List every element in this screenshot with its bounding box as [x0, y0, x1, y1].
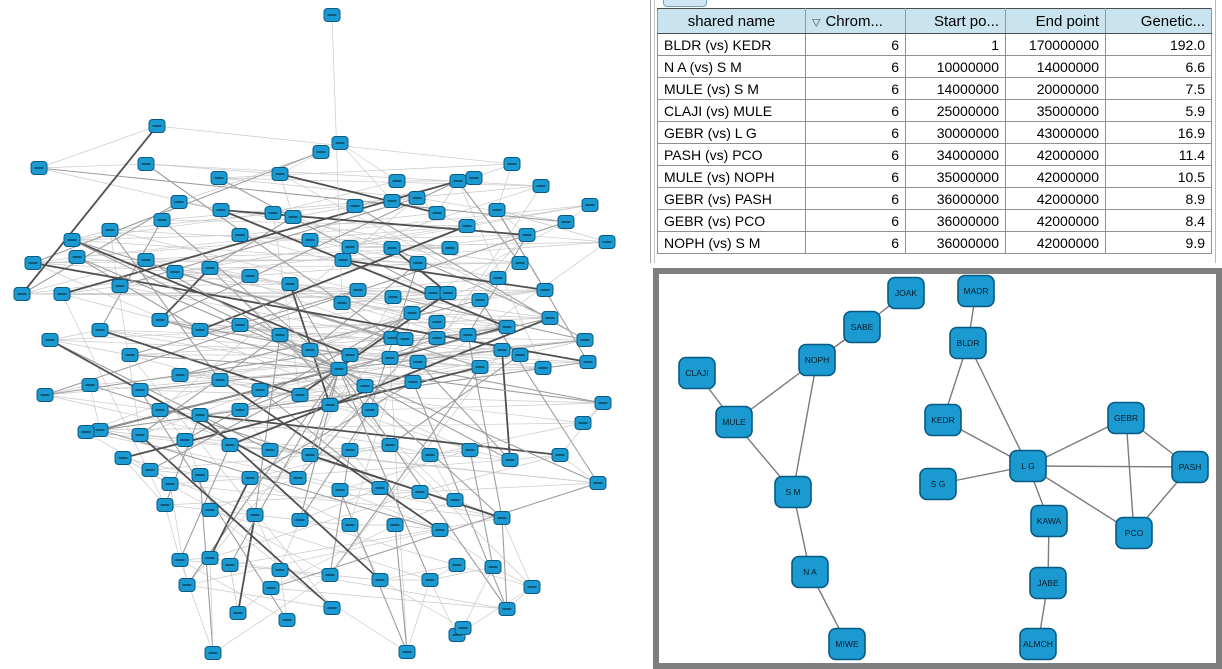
network-node[interactable] — [222, 439, 238, 452]
table-cell: 6 — [806, 144, 906, 166]
node-label: S G — [930, 479, 946, 489]
network-node[interactable] — [372, 574, 388, 587]
network-node[interactable] — [112, 280, 128, 293]
table-row[interactable] — [658, 210, 1212, 232]
network-node[interactable] — [213, 204, 229, 217]
panel-divider-line — [654, 0, 655, 263]
network-edge — [463, 567, 493, 628]
network-node[interactable] — [494, 512, 510, 525]
table-cell: 36000000 — [906, 232, 1006, 254]
network-edge — [62, 286, 120, 294]
network-node[interactable] — [115, 452, 131, 465]
network-node[interactable] — [242, 270, 258, 283]
network-node[interactable] — [580, 356, 596, 369]
network-node[interactable] — [485, 561, 501, 574]
network-edge — [140, 369, 339, 390]
network-node[interactable] — [179, 579, 195, 592]
network-node[interactable] — [272, 329, 288, 342]
network-node[interactable] — [432, 524, 448, 537]
network-edge — [502, 518, 507, 609]
table-row[interactable] — [658, 122, 1212, 144]
column-header-label: End point — [1035, 12, 1099, 30]
network-node[interactable] — [192, 324, 208, 337]
network-node[interactable] — [272, 168, 288, 181]
network-edge-BLDR-LG — [968, 343, 1028, 466]
network-node-ALMCH[interactable] — [1020, 629, 1056, 660]
column-header-start-po[interactable] — [906, 9, 1006, 34]
table-cell: 6 — [806, 232, 906, 254]
node-label: PCO — [1124, 528, 1144, 538]
network-node[interactable] — [440, 287, 456, 300]
table-cell: 6 — [806, 166, 906, 188]
network-node[interactable] — [157, 499, 173, 512]
network-node-MULE[interactable] — [716, 407, 752, 438]
network-node[interactable] — [472, 361, 488, 374]
table-cell: 170000000 — [1006, 34, 1106, 56]
network-node[interactable] — [385, 291, 401, 304]
network-node[interactable] — [332, 137, 348, 150]
network-node-JOAK[interactable] — [888, 278, 924, 309]
network-node[interactable] — [535, 362, 551, 375]
network-node[interactable] — [232, 229, 248, 242]
network-node[interactable] — [342, 349, 358, 362]
network-node[interactable] — [302, 449, 318, 462]
table-cell: 42000000 — [1006, 210, 1106, 232]
network-edge — [187, 530, 440, 585]
node-label: N A — [803, 567, 817, 577]
filter-funnel-icon: ▽ — [812, 17, 821, 28]
network-node-SG[interactable] — [920, 469, 956, 500]
network-node-BLDR[interactable] — [950, 328, 986, 359]
network-node[interactable] — [263, 582, 279, 595]
network-node[interactable] — [524, 581, 540, 594]
network-node[interactable] — [282, 278, 298, 291]
network-node[interactable] — [595, 397, 611, 410]
node-label: KAWA — [1036, 516, 1062, 526]
network-edge — [72, 235, 240, 240]
table-cell: 7.5 — [1106, 78, 1212, 100]
network-node[interactable] — [171, 196, 187, 209]
network-node-JABE[interactable] — [1030, 568, 1066, 599]
table-cell: 6 — [806, 188, 906, 210]
node-label: PASH — [1178, 462, 1202, 472]
network-node[interactable] — [350, 284, 366, 297]
network-node[interactable] — [412, 486, 428, 499]
network-node[interactable] — [279, 614, 295, 627]
network-node[interactable] — [172, 369, 188, 382]
table-cell: 20000000 — [1006, 78, 1106, 100]
network-node[interactable] — [429, 207, 445, 220]
network-node[interactable] — [242, 472, 258, 485]
node-label: MADR — [963, 286, 989, 296]
table-cell: 10.5 — [1106, 166, 1212, 188]
network-node[interactable] — [64, 234, 80, 247]
network-node[interactable] — [512, 349, 528, 362]
node-label: MULE — [722, 417, 746, 427]
table-cell: 35000000 — [906, 166, 1006, 188]
table-cell: 35000000 — [1006, 100, 1106, 122]
network-node[interactable] — [152, 314, 168, 327]
network-node[interactable] — [422, 449, 438, 462]
network-node[interactable] — [285, 211, 301, 224]
table-cell: 6 — [806, 210, 906, 232]
subnetwork-canvas[interactable] — [659, 274, 1216, 663]
node-layer — [679, 276, 1208, 660]
network-node[interactable] — [577, 334, 593, 347]
network-node-KAWA[interactable] — [1031, 506, 1067, 537]
network-edge — [339, 369, 430, 580]
network-edge — [350, 525, 380, 580]
node-label: ALMCH — [1023, 639, 1053, 649]
network-node[interactable] — [599, 236, 615, 249]
node-label: MIWE — [835, 639, 859, 649]
table-scrollbar-track[interactable] — [1215, 0, 1216, 263]
network-node[interactable] — [31, 162, 47, 175]
network-node[interactable] — [322, 399, 338, 412]
table-cell: 9.9 — [1106, 232, 1212, 254]
network-node[interactable] — [230, 607, 246, 620]
network-node-KEDR[interactable] — [925, 405, 961, 436]
network-node[interactable] — [252, 384, 268, 397]
network-edge — [238, 515, 255, 613]
network-node[interactable] — [332, 484, 348, 497]
network-node[interactable] — [533, 180, 549, 193]
network-node[interactable] — [362, 404, 378, 417]
network-node[interactable] — [504, 158, 520, 171]
network-node[interactable] — [222, 559, 238, 572]
network-node[interactable] — [499, 603, 515, 616]
table-cell: 14000000 — [1006, 56, 1106, 78]
network-node[interactable] — [442, 242, 458, 255]
node-label: BLDR — [956, 338, 980, 348]
table-cell: 8.4 — [1106, 210, 1212, 232]
table-cell: GEBR (vs) PCO — [658, 210, 806, 232]
table-row[interactable] — [658, 78, 1212, 100]
network-edge — [430, 580, 457, 635]
network-node[interactable] — [42, 334, 58, 347]
network-node[interactable] — [429, 332, 445, 345]
network-node[interactable] — [82, 379, 98, 392]
network-node[interactable] — [460, 329, 476, 342]
network-node[interactable] — [494, 344, 510, 357]
network-node[interactable] — [519, 229, 535, 242]
table-cell: 6 — [806, 56, 906, 78]
table-row[interactable] — [658, 34, 1212, 56]
network-node[interactable] — [450, 175, 466, 188]
table-cell: 192.0 — [1106, 34, 1212, 56]
network-node[interactable] — [202, 504, 218, 517]
node-label: JABE — [1037, 578, 1059, 588]
network-node[interactable] — [512, 257, 528, 270]
table-cell: 42000000 — [1006, 166, 1106, 188]
network-edge — [440, 530, 493, 567]
table-cell: NOPH (vs) S M — [658, 232, 806, 254]
network-node[interactable] — [335, 254, 351, 267]
node-label: SABE — [850, 322, 874, 332]
network-node[interactable] — [177, 434, 193, 447]
network-node-SABE[interactable] — [844, 312, 880, 343]
network-node[interactable] — [399, 646, 415, 659]
network-node[interactable] — [404, 307, 420, 320]
network-node[interactable] — [172, 554, 188, 567]
table-cell: N A (vs) S M — [658, 56, 806, 78]
network-node[interactable] — [542, 312, 558, 325]
table-cell: 1 — [906, 34, 1006, 56]
network-node[interactable] — [202, 552, 218, 565]
network-node[interactable] — [202, 262, 218, 275]
table-cell: 30000000 — [906, 122, 1006, 144]
network-node-MIWE[interactable] — [829, 629, 865, 660]
column-header-label: Chrom... — [825, 12, 883, 30]
panel-divider-line — [650, 0, 651, 263]
network-node[interactable] — [122, 349, 138, 362]
table-header-row — [658, 9, 1212, 34]
subnetwork-panel — [653, 268, 1222, 669]
table-cell: 5.9 — [1106, 100, 1212, 122]
table-cell: 36000000 — [906, 210, 1006, 232]
node-label: S M — [785, 487, 801, 497]
network-node[interactable] — [302, 344, 318, 357]
table-cell: 10000000 — [906, 56, 1006, 78]
table-row[interactable] — [658, 100, 1212, 122]
column-header-shared-name[interactable] — [658, 9, 806, 34]
network-node[interactable] — [322, 569, 338, 582]
network-node[interactable] — [357, 380, 373, 393]
network-node[interactable] — [449, 559, 465, 572]
network-node[interactable] — [405, 376, 421, 389]
network-node[interactable] — [313, 146, 329, 159]
network-node[interactable] — [387, 519, 403, 532]
table-cell: 8.9 — [1106, 188, 1212, 210]
network-node[interactable] — [132, 429, 148, 442]
network-edge — [502, 518, 532, 587]
table-cell: 6.6 — [1106, 56, 1212, 78]
network-edge — [39, 168, 566, 222]
network-node-NOPH[interactable] — [799, 345, 835, 376]
column-header-label: Start po... — [933, 12, 999, 30]
network-node[interactable] — [262, 444, 278, 457]
network-edge — [280, 570, 287, 620]
network-node[interactable] — [490, 272, 506, 285]
network-node-NA[interactable] — [792, 557, 828, 588]
node-label: KEDR — [931, 415, 955, 425]
network-node[interactable] — [232, 319, 248, 332]
network-node[interactable] — [422, 574, 438, 587]
network-node[interactable] — [54, 288, 70, 301]
network-node[interactable] — [232, 404, 248, 417]
network-node-MADR[interactable] — [958, 276, 994, 307]
network-node[interactable] — [342, 241, 358, 254]
network-node[interactable] — [142, 464, 158, 477]
edge-attribute-table — [657, 8, 1212, 254]
network-node[interactable] — [372, 482, 388, 495]
network-node[interactable] — [292, 514, 308, 527]
network-node-CLAJI[interactable] — [679, 358, 715, 389]
network-edge — [39, 164, 146, 168]
network-edge — [39, 168, 221, 210]
network-node[interactable] — [472, 294, 488, 307]
table-cell: 36000000 — [906, 188, 1006, 210]
network-edge — [72, 240, 339, 369]
network-node[interactable] — [324, 9, 340, 22]
column-header-label: shared name — [687, 12, 776, 30]
table-cell: 6 — [806, 122, 906, 144]
network-node[interactable] — [167, 266, 183, 279]
table-cell: 6 — [806, 78, 906, 100]
column-header-end-point[interactable] — [1006, 9, 1106, 34]
network-edge — [520, 340, 585, 355]
node-label: GEBR — [1113, 413, 1139, 423]
network-edge — [380, 565, 457, 580]
network-edge-GEBR-PCO — [1126, 418, 1134, 533]
table-row[interactable] — [658, 56, 1212, 78]
table-cell: 34000000 — [906, 144, 1006, 166]
network-node[interactable] — [502, 454, 518, 467]
network-node[interactable] — [265, 207, 281, 220]
network-node[interactable] — [149, 120, 165, 133]
network-node[interactable] — [537, 284, 553, 297]
network-node-SM[interactable] — [775, 477, 811, 508]
node-label: CLAJI — [685, 368, 709, 378]
network-node[interactable] — [342, 444, 358, 457]
network-node-GEBR[interactable] — [1108, 403, 1144, 434]
column-header-label: Genetic... — [1140, 12, 1205, 30]
network-node[interactable] — [247, 509, 263, 522]
network-node[interactable] — [489, 204, 505, 217]
network-edge — [480, 300, 598, 483]
network-node[interactable] — [138, 254, 154, 267]
table-row[interactable] — [658, 166, 1212, 188]
table-cell: 42000000 — [1006, 188, 1106, 210]
network-node[interactable] — [14, 288, 30, 301]
network-node[interactable] — [466, 172, 482, 185]
network-node[interactable] — [382, 439, 398, 452]
node-label: NOPH — [804, 355, 830, 365]
network-node[interactable] — [152, 404, 168, 417]
node-table-panel — [648, 0, 1222, 266]
network-edge-NOPH-SM — [793, 360, 817, 492]
network-edge — [165, 505, 180, 560]
network-node[interactable] — [25, 257, 41, 270]
network-node[interactable] — [455, 622, 471, 635]
network-node[interactable] — [575, 417, 591, 430]
network-node[interactable] — [384, 195, 400, 208]
network-node-PCO[interactable] — [1116, 518, 1152, 549]
column-header-chrom[interactable] — [806, 9, 906, 34]
network-node[interactable] — [410, 257, 426, 270]
table-cell: CLAJI (vs) MULE — [658, 100, 806, 122]
scrollbar-thumb[interactable] — [663, 0, 707, 7]
network-node[interactable] — [462, 444, 478, 457]
table-cell: 6 — [806, 34, 906, 56]
network-node[interactable] — [78, 426, 94, 439]
edge-layer — [22, 15, 607, 653]
network-node[interactable] — [582, 199, 598, 212]
network-node[interactable] — [410, 356, 426, 369]
network-node[interactable] — [397, 333, 413, 346]
network-node[interactable] — [558, 216, 574, 229]
network-node[interactable] — [212, 374, 228, 387]
node-label: L G — [1021, 461, 1035, 471]
network-node[interactable] — [162, 478, 178, 491]
network-node[interactable] — [334, 297, 350, 310]
network-edge-LG-PASH — [1028, 466, 1190, 467]
network-node[interactable] — [132, 384, 148, 397]
table-cell: GEBR (vs) L G — [658, 122, 806, 144]
table-row[interactable] — [658, 232, 1212, 254]
network-node[interactable] — [429, 316, 445, 329]
network-node[interactable] — [211, 172, 227, 185]
table-cell: 42000000 — [1006, 144, 1106, 166]
network-node[interactable] — [290, 472, 306, 485]
network-node[interactable] — [425, 287, 441, 300]
table-cell: BLDR (vs) KEDR — [658, 34, 806, 56]
network-edge — [219, 178, 541, 186]
network-node[interactable] — [192, 409, 208, 422]
network-node[interactable] — [331, 363, 347, 376]
network-node[interactable] — [272, 564, 288, 577]
network-node[interactable] — [292, 389, 308, 402]
table-cell: 42000000 — [1006, 232, 1106, 254]
table-cell: 14000000 — [906, 78, 1006, 100]
network-edge — [22, 126, 157, 294]
network-node[interactable] — [447, 494, 463, 507]
table-cell: 6 — [806, 100, 906, 122]
edge-layer — [697, 291, 1190, 644]
network-node[interactable] — [37, 389, 53, 402]
network-node[interactable] — [499, 321, 515, 334]
network-node[interactable] — [102, 224, 118, 237]
network-node[interactable] — [347, 200, 363, 213]
column-header-genetic[interactable] — [1106, 9, 1212, 34]
network-node[interactable] — [382, 352, 398, 365]
network-node[interactable] — [302, 234, 318, 247]
network-node[interactable] — [192, 469, 208, 482]
network-node[interactable] — [324, 602, 340, 615]
table-cell: 11.4 — [1106, 144, 1212, 166]
network-node[interactable] — [552, 449, 568, 462]
table-cell: 25000000 — [906, 100, 1006, 122]
network-node[interactable] — [342, 519, 358, 532]
network-node[interactable] — [92, 324, 108, 337]
network-node[interactable] — [384, 242, 400, 255]
network-node[interactable] — [138, 158, 154, 171]
network-edge — [407, 580, 430, 652]
table-row[interactable] — [658, 144, 1212, 166]
network-node[interactable] — [459, 220, 475, 233]
node-label: JOAK — [894, 288, 918, 298]
network-node-PASH[interactable] — [1172, 452, 1208, 483]
network-node[interactable] — [205, 647, 221, 660]
network-node[interactable] — [154, 214, 170, 227]
network-node[interactable] — [389, 175, 405, 188]
network-node[interactable] — [409, 192, 425, 205]
table-cell: PASH (vs) PCO — [658, 144, 806, 166]
table-row[interactable] — [658, 188, 1212, 210]
network-node[interactable] — [590, 477, 606, 490]
table-cell: MULE (vs) S M — [658, 78, 806, 100]
table-cell: GEBR (vs) PASH — [658, 188, 806, 210]
table-cell: MULE (vs) NOPH — [658, 166, 806, 188]
network-node[interactable] — [69, 251, 85, 264]
network-node-LG[interactable] — [1010, 451, 1046, 482]
table-cell: 43000000 — [1006, 122, 1106, 144]
table-cell: 16.9 — [1106, 122, 1212, 144]
